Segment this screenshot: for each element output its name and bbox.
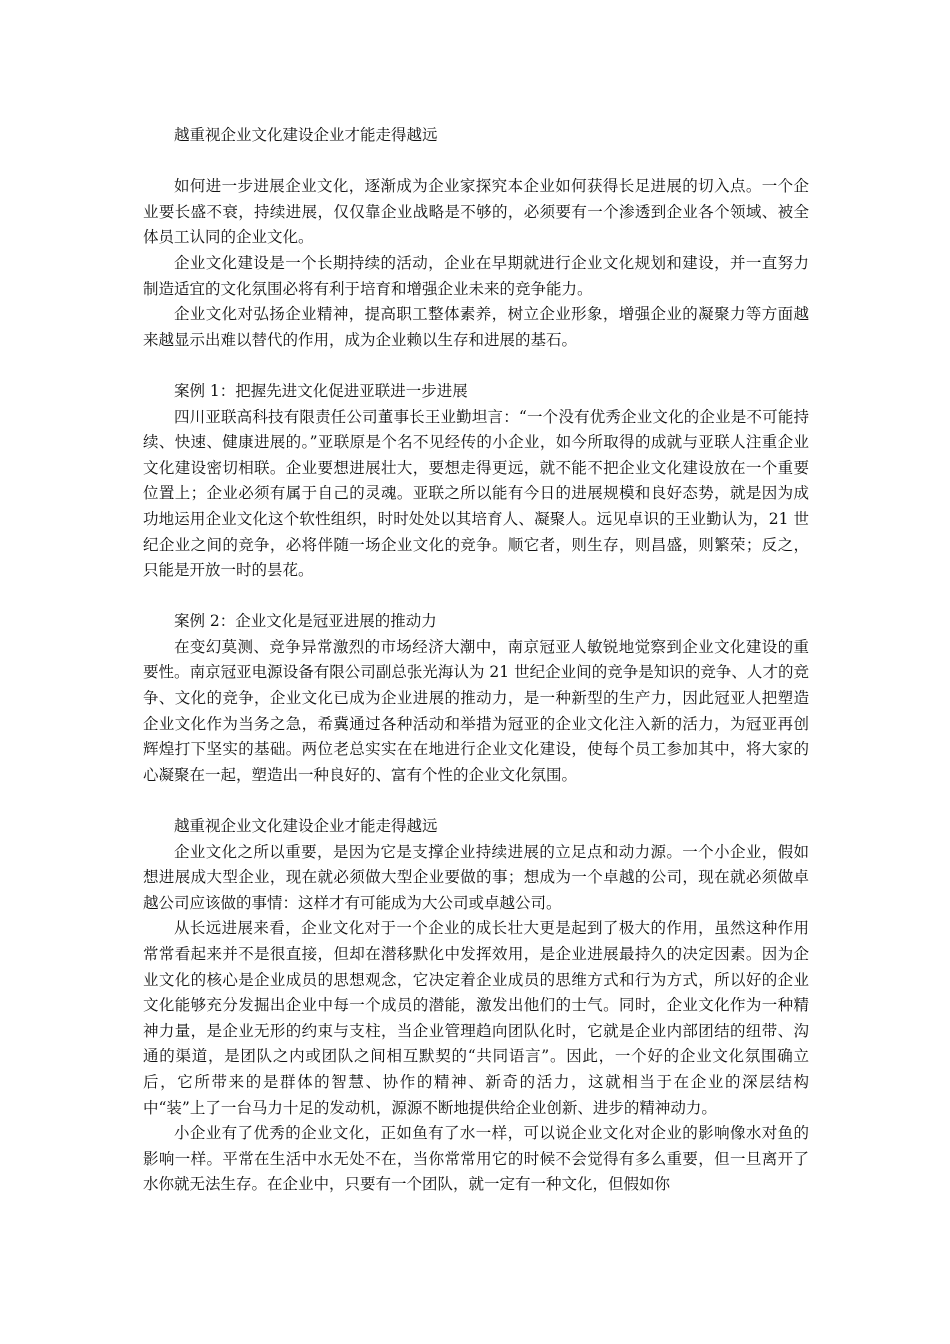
blank-line — [143, 353, 809, 379]
section3-paragraph: 从长远进展来看，企业文化对于一个企业的成长壮大更是起到了极大的作用，虽然这种作用常常看起来并不是很直接，但却在潜移默化中发挥效用，是企业进展最持久的决定因素。因为企业文化的核心是企业成员的思想观念，它决定着企业成员的思维方式和行为方式，所以好的企业文化能够充分发掘出企业中每一个成员的潜能，激发出他们的士气。同时，企业文化作为一种精神力量，是企业无形的约束与支柱，当企业管理趋向团队化时，它就是企业内部团结的纽带、沟通的渠道，是团队之内或团队之间相互默契的“共同语言”。因此，一个好的企业文化氛围确立后，它所带来的是群体的智慧、协作的精神、新奇的活力，这就相当于在企业的深层结构中“装”上了一台马力十足的发动机，源源不断地提供给企业创新、进步的精神动力。 — [143, 919, 809, 1117]
blank-line — [143, 788, 809, 814]
case2-paragraph: 在变幻莫测、竞争异常激烈的市场经济大潮中，南京冠亚人敏锐地觉察到企业文化建设的重要性。南京冠亚电源设备有限公司副总张光海认为 21 世纪企业间的竞争是知识的竞争、人才的竞争、文化的竞争，企业文化已成为企业进展的推动力，是一种新型的生产力，因此冠亚人把塑造企业文化作为当务之急，希冀通过各种活动和举措为冠亚的企业文化注入新的活力，为冠亚再创辉煌打下坚实的基础。两位老总实实在在地进行企业文化建设，使每个员工参加其中，将大家的心凝聚在一起，塑造出一种良好的、富有个性的企业文化氛围。 — [143, 637, 809, 784]
intro-paragraph: 企业文化对弘扬企业精神，提高职工整体素养，树立企业形象，增强企业的凝聚力等方面越来越显示出难以替代的作用，成为企业赖以生存和进展的基石。 — [143, 305, 809, 349]
case1-paragraph: 四川亚联高科技有限责任公司董事长王业勤坦言：“一个没有优秀企业文化的企业是不可能持续、快速、健康进展的。”亚联原是个名不见经传的小企业，如今所取得的成就与亚联人注重企业文化建设密切相联。企业要想进展壮大，要想走得更远，就不能不把企业文化建设放在一个重要位置上；企业必须有属于自己的灵魂。亚联之所以能有今日的进展规模和良好态势，就是因为成功地运用企业文化这个软性组织，时时处处以其培育人、凝聚人。远见卓识的王业勤认为，21 世纪企业之间的竞争，必将伴随一场企业文化的竞争。顺它者，则生存，则昌盛，则繁荣；反之，只能是开放一时的昙花。 — [143, 407, 809, 580]
document-page — [143, 123, 809, 1198]
case1-heading: 案例 1：把握先进文化促进亚联进一步进展 — [174, 381, 468, 400]
section3-paragraph: 小企业有了优秀的企业文化，正如鱼有了水一样，可以说企业文化对企业的影响像水对鱼的影响一样。平常在生活中水无处不在，当你常常用它的时候不会觉得有多么重要，但一旦离开了水你就无法生存。在企业中，只要有一个团队，就一定有一种文化，但假如你 — [143, 1124, 809, 1194]
blank-line — [143, 149, 809, 175]
blank-line — [143, 584, 809, 610]
section3-heading: 越重视企业文化建设企业才能走得越远 — [174, 817, 438, 836]
intro-paragraph: 如何进一步进展企业文化，逐渐成为企业家探究本企业如何获得长足进展的切入点。一个企业要长盛不衰，持续进展，仅仅靠企业战略是不够的，必须要有一个渗透到企业各个领域、被全体员工认同的企业文化。 — [143, 177, 809, 247]
intro-paragraph: 企业文化建设是一个长期持续的活动，企业在早期就进行企业文化规划和建设，并一直努力制造适宜的文化氛围必将有利于培育和增强企业未来的竞争能力。 — [143, 253, 809, 298]
document-title: 越重视企业文化建设企业才能走得越远 — [174, 126, 438, 144]
case2-heading: 案例 2：企业文化是冠亚进展的推动力 — [174, 612, 437, 631]
section3-paragraph: 企业文化之所以重要，是因为它是支撑企业持续进展的立足点和动力源。一个小企业，假如想进展成大型企业，现在就必须做大型企业要做的事；想成为一个卓越的公司，现在就必须做卓越公司应该做的事情：这样才有可能成为大公司或卓越公司。 — [143, 842, 809, 912]
